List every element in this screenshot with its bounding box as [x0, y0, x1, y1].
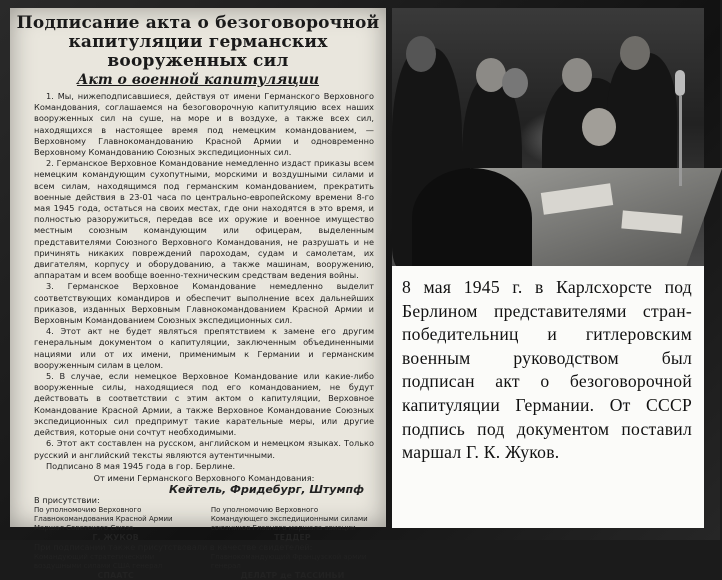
officer-head [502, 68, 528, 98]
document-subtitle: Акт о военной капитуляции [76, 72, 320, 88]
caption-text: 8 мая 1945 г. в Карлсхорсте под Берлином представителями стран-победительниц и гитлеровским военным руководством был подписан акт о безоговорочной капитуляции Германии. От СССР подпись под документом поставил маршал Г. К. Жуков. [402, 277, 692, 463]
capitulation-act-document [10, 8, 386, 580]
french-authority: Главнокомандующий Французской армии генерал [210, 552, 367, 570]
microphone-icon [675, 70, 685, 96]
allied-signer-name: ТЕДДЕР [274, 532, 311, 542]
soviet-authority: По уполномочию Верховного Главнокомандования Красной Армии Маршал Советского Союза [34, 505, 173, 532]
officer-head [620, 36, 650, 70]
in-presence-label: В присутствии: [34, 494, 100, 505]
german-command-line: От имени Германского Верховного Командования: [93, 472, 315, 483]
us-signer-name: СПААТС [97, 570, 134, 580]
document-title: Подписание акта о безоговорочной капитуляции германских вооруженных сил [16, 13, 380, 71]
french-signer-name: ДЕЛАТР де ТАССИНЬИ [240, 570, 345, 580]
us-authority: Командующий стратегическими воздушными силами США генерал [34, 552, 163, 570]
allied-signer-block [211, 506, 374, 542]
witness-line: При подписании также присутствовали в качестве свидетелей: [34, 541, 313, 552]
microphone-stand [679, 96, 682, 186]
document-paragraph: 3. Германское Верховное Командование немедленно выделит соответствующих командиров и обеспечит выполнение всех дальнейших приказов, изданных Верховным Главнокомандованием Красной Армии и Верховным Командованием Союзных экспедиционных сил. [34, 281, 374, 326]
french-signer-block [211, 553, 374, 580]
document-paragraph: 5. В случае, если немецкое Верховное Командование или какие-либо вооруженные силы, находящиеся под его командованием, не будут действовать в соответствии с этим актом о капитуляции, Верховное Командование Красной Армии, а также Верховное Командование Союзных экспедиционных сил предпримут такие карательные меры, или другие действия, которые они сочтут необходимыми. [34, 371, 374, 438]
officer-head [406, 36, 436, 72]
document-paragraph: 4. Этот акт не будет являться препятствием к замене его другим генеральным документом о капитуляции, заключенным объединенными нациями или от их имени, применимым к Германии и германским вооруженным силам в целом. [34, 326, 374, 370]
signing-ceremony-photo [392, 8, 704, 266]
officer-silhouette [412, 168, 532, 268]
signer-row-witness [34, 553, 374, 580]
soviet-signer-block [34, 506, 197, 542]
document-paragraph: 1. Мы, нижеподписавшиеся, действуя от имени Германского Верховного Командования, соглашаемся на безоговорочную капитуляцию всех наших вооруженных сил на суше, на море и в воздухе, а также всех сил, находящихся в настоящее время под немецким командованием, — Верховному Главнокомандованию Красной Армии и одновременно Верховному Командованию Союзных экспедиционных сил. [34, 91, 374, 158]
document-paragraph: 2. Германское Верховное Командование немедленно издаст приказы всем немецким командующим сухопутными, морскими и воздушными силами и всем силам, находящимся под германским командованием, прекратить военные действия в 23-01 часа по центрально-европейскому времени 8-го мая 1945 года, остаться на своих местах, где они находятся в это время, и полностью разоружиться, передав все их оружие и военное имущество местным союзным командующим или офицерам, выделенным представителями Союзного Верховного Командования, не разрушать и не причинять никаких повреждений пароходам, судам и самолетам, их двигателям, корпусу и оборудованию, а также машинам, вооружению, аппаратам и всем вообще военно-техническим средствам ведения войны. [34, 158, 374, 281]
document-body [34, 91, 374, 472]
signer-row-main [34, 506, 374, 542]
signature-block [34, 473, 374, 580]
allied-authority: По уполномочию Верховного Командующего экспедиционными силами союзников Главного маршала авиации [210, 505, 368, 532]
document-signing-place: Подписано 8 мая 1945 года в гор. Берлине. [46, 460, 236, 471]
caption-box [392, 266, 704, 528]
soviet-signer-name: Г. ЖУКОВ [92, 532, 139, 542]
officer-head [562, 58, 592, 92]
us-signer-block [34, 553, 197, 580]
officer-head [582, 108, 616, 146]
document-paragraph: 6. Этот акт составлен на русском, английском и немецком языках. Только русский и английский тексты являются аутентичными. [34, 438, 374, 460]
german-signers: Кейтель, Фридебург, Штумпф [169, 482, 364, 496]
